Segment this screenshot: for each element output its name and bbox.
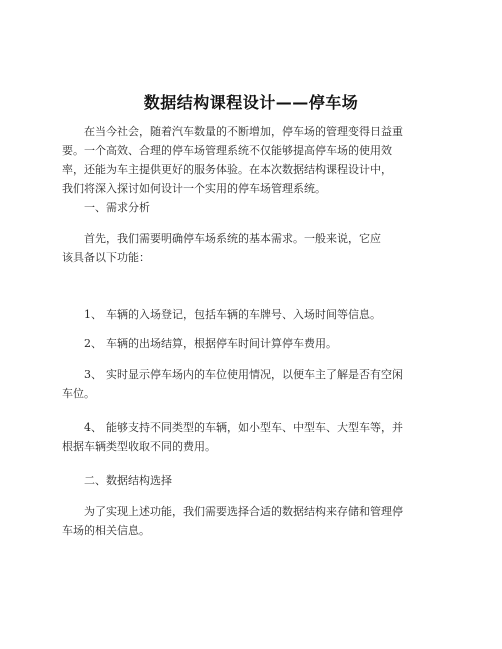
item-number: 1、 <box>84 308 102 321</box>
section1-line: 首先，我们需要明确停车场系统的基本需求。一般来说，它应 <box>84 232 381 245</box>
section2-line: 为了实现上述功能，我们需要选择合适的数据结构来存储和管理停 <box>84 505 403 518</box>
requirement-item-line <box>62 305 434 324</box>
requirement-item-line <box>62 334 434 353</box>
section1-heading: 一、需求分析 <box>84 201 150 214</box>
section1-line: 该具备以下功能： <box>62 251 150 264</box>
intro-line: 在当今社会，随着汽车数量的不断增加，停车场的管理变得日益重 <box>84 125 403 138</box>
item-text: 实时显示停车场内的车位使用情况，以便车主了解是否有空闲 <box>106 368 403 381</box>
item-number: 3、 <box>84 368 102 381</box>
item-number: 4、 <box>84 421 102 434</box>
requirement-item-1 <box>62 305 434 324</box>
item-text: 车辆的入场登记，包括车辆的车牌号、入场时间等信息。 <box>106 308 381 321</box>
document-title: 数据结构课程设计——停车场 <box>143 93 359 112</box>
item-text: 车辆的出场结算，根据停车时间计算停车费用。 <box>106 337 337 350</box>
requirement-item-line: 车位。 <box>62 387 95 400</box>
requirement-item-2 <box>62 334 434 353</box>
intro-line: 要。一个高效、合理的停车场管理系统不仅能够提高停车场的使用效 <box>62 144 392 157</box>
requirement-item-4 <box>62 418 434 456</box>
section2-heading-block <box>62 471 434 490</box>
item-text: 能够支持不同类型的车辆，如小型车、中型车、大型车等，并 <box>106 421 403 434</box>
requirement-item-line: 根据车辆类型收取不同的费用。 <box>62 440 216 453</box>
intro-line: 率，还能为车主提供更好的服务体验。在本次数据结构课程设计中， <box>62 163 392 176</box>
intro-line: 我们将深入探讨如何设计一个实用的停车场管理系统。 <box>62 182 326 195</box>
requirement-item-3 <box>62 365 434 403</box>
section1-paragraph <box>62 229 434 267</box>
item-number: 2、 <box>84 337 102 350</box>
section2-heading: 二、数据结构选择 <box>84 474 172 487</box>
intro-paragraph <box>62 122 434 198</box>
section1-heading-block <box>62 198 434 217</box>
section2-paragraph <box>62 502 434 540</box>
requirement-item-line <box>62 418 434 437</box>
requirement-item-line <box>62 365 434 384</box>
section2-line: 车场的相关信息。 <box>62 524 150 537</box>
